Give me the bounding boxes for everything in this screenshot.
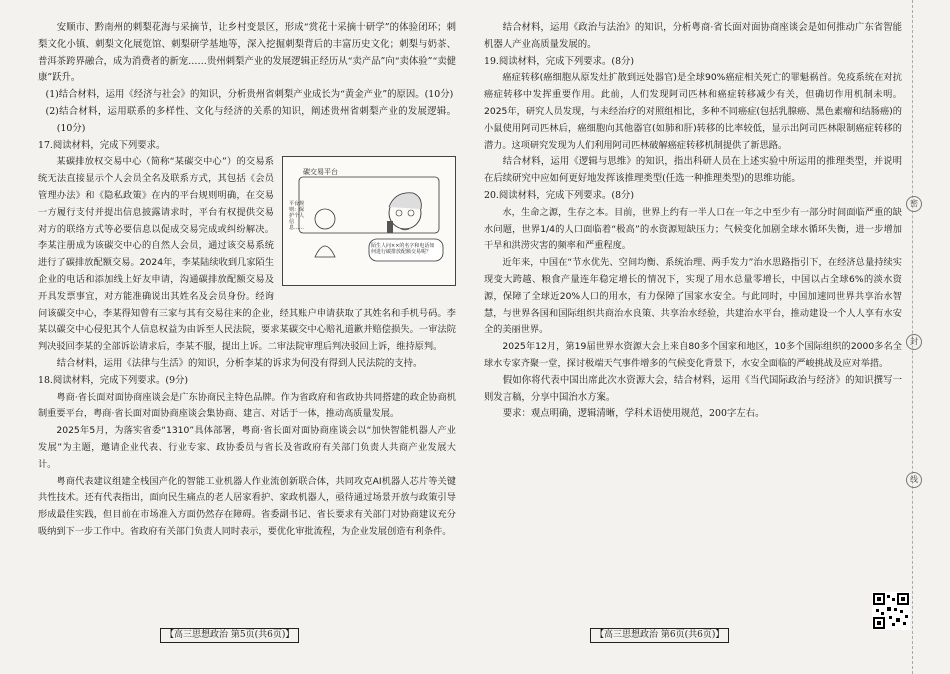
q18-requirement: 结合材料，运用《政治与法治》的知识，分析粤商·省长面对面协商座谈会是如何推动广东省智能机器人产业高质量发展的。 [484,22,902,50]
margin-mark-feng: 封 [906,334,922,350]
comic-speech-bubble: 陌生人问××的名字和电话如何进行碳排放配额交易呢？ [371,243,435,256]
q20-title: 20.阅读材料，完成下列要求。(8分) [484,189,635,201]
carbon-trading-comic [282,156,456,286]
q17-requirement: 结合材料，运用《法律与生活》的知识，分析李某的诉求为何没有得到人民法院的支持。 [56,357,423,369]
q18-material-1: 粤商·省长面对面协商座谈会是广东协商民主特色品牌。作为省政府和省政协共同搭建的政企协商机制重要平台，粤商·省长面对面协商座谈会集协商、建言、对话于一体，推动高质量发展。 [38,391,456,420]
q16-subquestion-1: (1)结合材料，运用《经济与社会》的知识，分析贵州省刺梨产业成长为“黄金产业”的原因。(10分) [45,89,454,101]
qr-code [872,592,910,630]
q20-material-3: 2025年12月，第19届世界水资源大会上来自80多个国家和地区，10多个国际组织的2000多名全球水专家齐聚一堂，探讨极端天气事件增多的气候变化背景下，水安全面临的严峻挑战及应对举措。 [484,341,902,369]
page-5-footer: 【高三思想政治 第5页(共6页)】 [160,628,299,643]
page-6 [470,0,950,674]
q20-task: 假如你将代表中国出席此次水资源大会，结合材料，运用《当代国际政治与经济》的知识撰写一则发言稿，分享中国治水方案。 [484,374,902,403]
margin-mark-xian: 线 [906,472,922,488]
q20-material-2: 近年来，中国在“节水优先、空间均衡、系统治理、两手发力”治水思路指引下，在经济总量持续实现变大跨越、粮食产量连年稳定增长的情况下，实现了用水总量零增长，中国以占全球6%的淡水资源，保障了全球近20%人口的用水，有力保障了国家水安全。与此同时，中国加速同世界共享治水智慧，与世界各国和国际组织共商治水良策、共享治水经验，共建治水平台，推动建设一个人人享有水安全的美丽世界。 [484,257,902,336]
comic-title: 碳交易平台 [303,168,338,177]
q16-subquestion-2: (2)结合材料，运用联系的多样性、文化与经济的关系的知识，阐述贵州省刺梨产业的发展逻辑。(10分) [45,105,456,134]
margin-mark-mi: 密 [906,196,922,212]
page-5 [0,0,470,674]
q19-title: 19.阅读材料，完成下列要求。(8分) [484,55,635,67]
q19-requirement: 结合材料，运用《逻辑与思维》的知识，指出科研人员在上述实验中所运用的推理类型，并说明在后续研究中应如何更好地发挥该推理类型(任选一种推理类型)的思维功能。 [484,156,902,185]
q20-requirements: 要求：观点明确，逻辑清晰，学科术语使用规范，200字左右。 [502,408,765,420]
page-6-footer: 【高三思想政治 第6页(共6页)】 [590,628,729,643]
q19-material: 癌症转移(癌细胞从原发灶扩散到远处器官)是全球90%癌症相关死亡的罪魁祸首。免疫系统在对抗癌症转移中发挥重要作用。此前，人们发现阿司匹林和癌症转移减少有关，但确切作用机制未明。2025年，研究人员发现，与未经治疗的对照组相比，多种不同癌症(包括乳腺癌、黑色素瘤和结肠癌)的小鼠使用阿司匹林后，癌细胞向其他器官(如肺和肝)转移的比率较低，显示出阿司匹林限制癌症转移的潜力。这项研究发现为人们利用阿司匹林破解癌症转移机制提供了新思路。 [484,72,902,151]
q17-title: 17.阅读材料，完成下列要求。 [38,139,166,151]
q18-material-2: 2025年5月，为落实省委“1310”具体部署，粤商·省长面对面协商座谈会以“加快智能机器人产业发展”为主题，邀请企业代表、行业专家、政协委员与省长及省政府有关部门负责人共商产业发展大计。 [38,425,456,470]
comic-platform-rules: 平台规则：保护个人信息…… [289,201,305,232]
q16-material: 安顺市、黔南州的刺梨花海与采摘节，让乡村变景区，形成“赏花十采摘十研学”的体验闭环；刺梨文化小镇、刺梨文化展览馆、刺梨研学基地等，深入挖掘刺梨背后的丰富历史文化；刺梨与奶茶、普洱茶跨界融合，成为消费者的新宠……贵州刺梨产业的发展逻辑正经历从“卖产品”向“卖体验”“卖健康”跃升。 [38,22,456,84]
q18-title: 18.阅读材料，完成下列要求。(9分) [38,374,189,386]
q20-material-1: 水，生命之源，生存之本。目前，世界上约有一半人口在一年之中至少有一部分时间面临严重的缺水问题，世界1/4的人口面临着“极高”的水资源短缺压力；气候变化加剧全球水循环失衡，进一步增加干旱和洪涝灾害的频率和严重程度。 [484,206,902,252]
q18-material-3: 粤商代表建议组建全栈国产化的智能工业机器人作业流创新联合体，共同攻克AI机器人芯片等关键共性技术。还有代表指出，面向民生痛点的老人居家看护、家政机器人，亟待通过场景开放与政策引导形成最佳实践，但目前在市场准入方面仍然存在障碍。省委副书记、省长要求有关部门对协商建议充分吸纳到下一步工作中。省政府有关部门负责人同时表示，要优化审批流程，为企业发展创造有利条件。 [38,475,456,537]
q17-material: 某碳排放权交易中心（简称“某碳交中心”）的交易系统无法直接显示个人会员全名及联系方式，其包括《会员管理办法》和《隐私政策》在内的平台规则明确，在交易一方履行支付并提出信息披露请求时，平台有权提供交易对方的联络方式等必要信息以促成交易完成或纠纷解决。李某注册成为该碳交中心的自然人会员，通过该交易系统进行了碳排放配额交易。2024年，李某陆续收到几家陌生企业的电话和添加线上好友申请，沟通碳排放配额交易及开具发票事宜，对方能准确说出其姓名及会员身份。经询问该碳交中心，李某得知曾有三家与其有交易往来的企业，经其账户申请获取了其姓名和手机号码。李某以碳交中心侵犯其个人信息权益为由诉至人民法院，要求某碳交中心赔礼道歉并赔偿损失。一审法院判决驳回李某的全部诉讼请求后，李某不服，提出上诉。二审法院审理后判决驳回上诉，维持原判。 [38,156,456,353]
